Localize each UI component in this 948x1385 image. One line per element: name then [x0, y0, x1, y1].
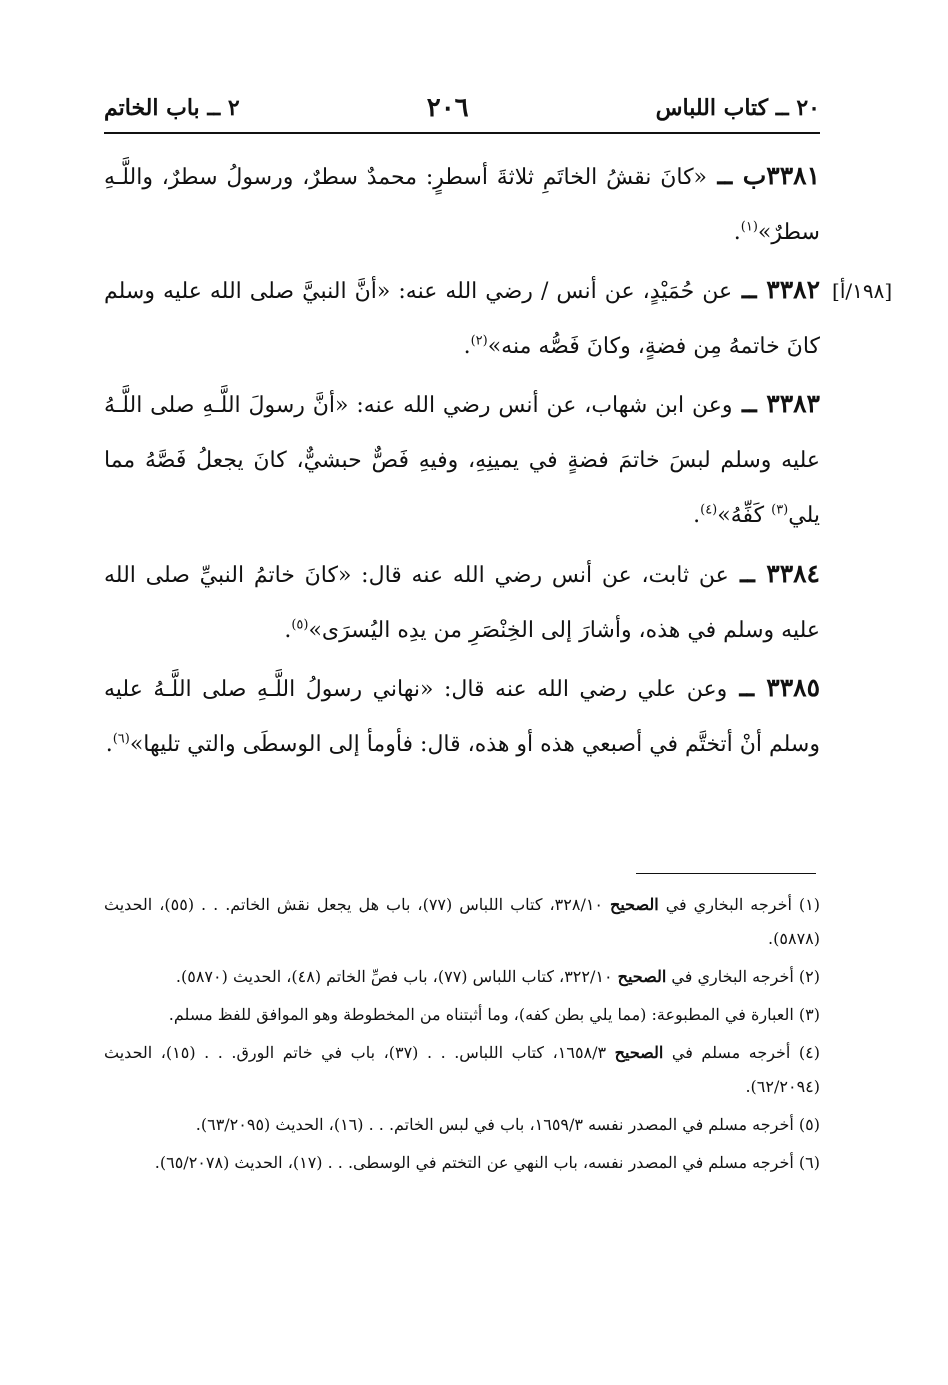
footnote-text-rest: ٣٢٢/١٠، كتاب اللباس (٧٧)، باب فصِّ الخاتم (٤٨)، الحديث (٥٨٧٠). [175, 967, 618, 986]
footnote-number: (٤) [798, 1043, 821, 1062]
header-book-title: ٢٠ ــ كتاب اللباس [655, 95, 820, 121]
footnote-number: (٥) [798, 1115, 820, 1134]
footnote-text: أخرجه البخاري في [658, 895, 792, 914]
hadith-3382 [104, 262, 820, 374]
footnote-number: (٣) [798, 1005, 820, 1024]
footnote-ref: (٣) [771, 502, 789, 518]
hadith-end: . [463, 334, 471, 359]
hadith-end: . [693, 503, 701, 528]
hadith-number: ٣٣٨٤ [766, 559, 820, 588]
hadith-dash: ــ [727, 673, 767, 702]
hadith-end: . [733, 220, 741, 245]
manuscript-folio-marker: [١٩٨/أ] [832, 279, 893, 303]
footnote-item [104, 998, 820, 1032]
page-number: ٢٠٦ [426, 93, 469, 123]
running-header [104, 88, 820, 128]
hadith-text: وعن علي رضي الله عنه قال: «نهاني رسولُ اللَّـهِ صلى اللَّـهُ عليه وسلم أنْ أتختَّم في أصبعي هذه أو هذه، قال: فأومأ إلى الوسطَى والتي تليها» [104, 677, 820, 757]
footnote-text: العبارة في المطبوعة: (مما يلي بطن كفه)، وما أثبتناه من المخطوطة وهو الموافق للفظ مسلم. [168, 1005, 794, 1024]
footnote-number: (٦) [798, 1153, 820, 1172]
footnote-divider [636, 873, 816, 874]
footnote-ref: (١) [740, 219, 758, 235]
hadith-number: ٣٣٨١ب [742, 161, 821, 190]
hadith-end: . [284, 618, 292, 643]
footnote-item [104, 1146, 820, 1180]
footnote-text: أخرجه مسلم في [663, 1043, 791, 1062]
footnote-text-rest: ٣٢٨/١٠، كتاب اللباس (٧٧)، باب هل يجعل نقش الخاتم. . . (٥٥)، الحديث (٥٨٧٨). [104, 895, 820, 948]
footnote-item [104, 888, 820, 956]
hadith-number: ٣٣٨٣ [766, 389, 820, 418]
hadith-text: عن ثابت، عن أنس رضي الله عنه قال: «كانَ خاتمُ النبيِّ صلى الله عليه وسلم في هذه، وأشارَ إلى الخِنْصَرِ من يدِه اليُسرَى» [104, 563, 820, 643]
footnote-ref: (٦) [112, 731, 130, 747]
hadith-dash: ــ [732, 275, 767, 304]
hadith-number: ٣٣٨٥ [766, 673, 820, 702]
hadith-end: . [105, 732, 113, 757]
hadith-3385 [104, 660, 820, 772]
hadith-3381b [104, 148, 820, 260]
hadith-text: وعن ابن شهاب، عن أنس رضي الله عنه: «أنَّ رسولَ اللَّـهِ صلى اللَّـهُ عليه وسلم لبسَ خاتمَ فضةٍ في يمينِهِ، وفيهِ فَصٌّ حبشيٌّ، كانَ يجعلُ فَصَّهُ مما يلي [104, 393, 820, 528]
footnote-item [104, 960, 820, 994]
footnote-source: الصحيح [617, 967, 667, 986]
footnote-text-rest: ١٦٥٨/٣، كتاب اللباس. . . (٣٧)، باب في خاتم الورق. . . (١٥)، الحديث (٦٢/٢٠٩٤). [104, 1043, 820, 1096]
footnote-ref: (٢) [470, 333, 488, 349]
footnote-item [104, 1108, 820, 1142]
hadith-dash: ــ [732, 389, 767, 418]
hadith-number: ٣٣٨٢ [766, 275, 820, 304]
footnote-source: الصحيح [610, 895, 659, 914]
hadith-3383 [104, 376, 820, 543]
footnote-number: (٢) [798, 967, 820, 986]
hadith-3384 [104, 546, 820, 658]
footnote-text: أخرجه مسلم في المصدر نفسه ١٦٥٩/٣، باب في لبس الخاتم. . . (١٦)، الحديث (٦٣/٢٠٩٥). [195, 1115, 794, 1134]
hadith-text: عن حُمَيْدٍ، عن أنس / رضي الله عنه: «أنَّ النبيَّ صلى الله عليه وسلم كانَ خاتمهُ مِن فضةٍ، وكانَ فَصُّه منه» [104, 279, 820, 359]
footnotes [104, 888, 820, 1184]
hadith-text-continued: كَفِّهُ» [717, 503, 772, 528]
footnote-text: أخرجه البخاري في [666, 967, 794, 986]
footnote-ref: (٥) [291, 617, 309, 633]
footnote-number: (١) [798, 895, 821, 914]
header-divider [104, 132, 820, 134]
header-chapter-title: ٢ ــ باب الخاتم [104, 95, 240, 121]
hadith-text: «كانَ نقشُ الخاتَمِ ثلاثةَ أسطرٍ: محمدٌ سطرٌ، ورسولُ سطرٌ، واللَّـهِ سطرٌ» [104, 165, 820, 245]
footnote-item [104, 1036, 820, 1104]
footnote-ref: (٤) [700, 502, 718, 518]
footnote-source: الصحيح [614, 1043, 664, 1062]
hadith-dash: ــ [707, 161, 743, 190]
footnote-text: أخرجه مسلم في المصدر نفسه، باب النهي عن التختم في الوسطى. . . (١٧)، الحديث (٦٥/٢٠٧٨). [154, 1153, 794, 1172]
hadith-dash: ــ [728, 559, 767, 588]
